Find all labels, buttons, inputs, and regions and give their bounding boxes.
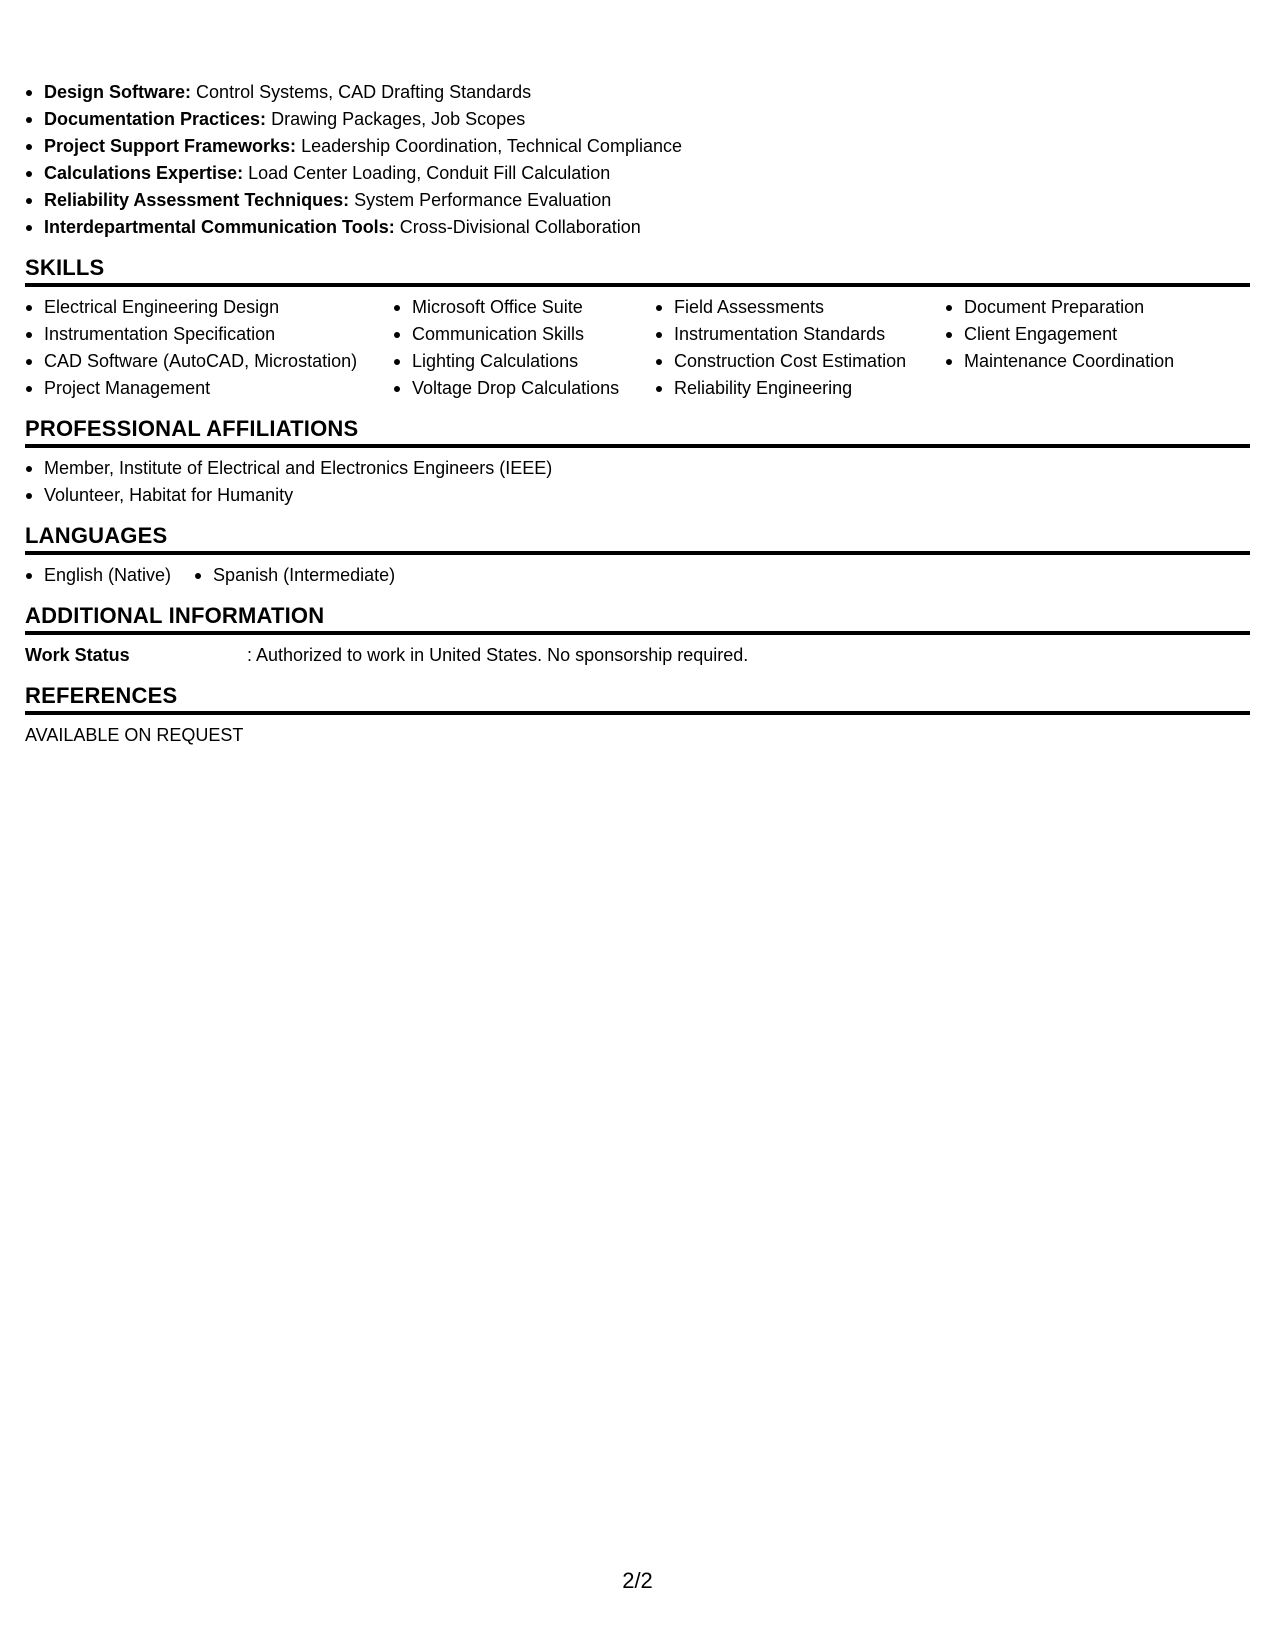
skills-column — [393, 294, 655, 402]
additional-info-section — [25, 603, 1250, 669]
skill-item: Reliability Engineering — [655, 375, 945, 402]
work-status-row — [25, 642, 1250, 669]
skill-item: Project Management — [25, 375, 393, 402]
skill-item: Maintenance Coordination — [945, 348, 1245, 375]
skills-heading: SKILLS — [25, 255, 1250, 287]
competency-item — [25, 187, 1250, 214]
competency-item — [25, 79, 1250, 106]
competency-value: Load Center Loading, Conduit Fill Calculation — [248, 163, 611, 183]
affiliation-item: Volunteer, Habitat for Humanity — [25, 482, 1250, 509]
skill-item: Electrical Engineering Design — [25, 294, 393, 321]
skill-item: Construction Cost Estimation — [655, 348, 945, 375]
page-number: 2/2 — [622, 1568, 653, 1593]
skill-item: Microsoft Office Suite — [393, 294, 655, 321]
skill-item: Lighting Calculations — [393, 348, 655, 375]
competency-label: Design Software: — [44, 82, 192, 102]
skills-column — [25, 294, 393, 402]
competency-label: Documentation Practices: — [44, 109, 267, 129]
references-section — [25, 683, 1250, 749]
resume-page — [25, 79, 1250, 749]
skill-item: CAD Software (AutoCAD, Microstation) — [25, 348, 393, 375]
competency-value: Leadership Coordination, Technical Compliance — [301, 136, 682, 156]
affiliation-item: Member, Institute of Electrical and Electronics Engineers (IEEE) — [25, 455, 1250, 482]
competency-value: Control Systems, CAD Drafting Standards — [196, 82, 532, 102]
competency-label: Interdepartmental Communication Tools: — [44, 217, 395, 237]
competencies-list — [25, 79, 1250, 241]
competency-item — [25, 106, 1250, 133]
competency-label: Project Support Frameworks: — [44, 136, 297, 156]
references-heading: REFERENCES — [25, 683, 1250, 715]
competency-item — [25, 160, 1250, 187]
references-text: AVAILABLE ON REQUEST — [25, 725, 244, 745]
skill-item: Client Engagement — [945, 321, 1245, 348]
skills-section — [25, 255, 1250, 402]
competency-item — [25, 214, 1250, 241]
competency-label: Calculations Expertise: — [44, 163, 244, 183]
skills-grid — [25, 294, 1250, 402]
competency-item — [25, 133, 1250, 160]
languages-heading: LANGUAGES — [25, 523, 1250, 555]
skill-item: Field Assessments — [655, 294, 945, 321]
skill-item: Instrumentation Standards — [655, 321, 945, 348]
competency-value: System Performance Evaluation — [354, 190, 612, 210]
skill-item: Communication Skills — [393, 321, 655, 348]
affiliations-section — [25, 416, 1250, 509]
language-item: Spanish (Intermediate) — [194, 562, 395, 589]
languages-section — [25, 523, 1250, 589]
competency-label: Reliability Assessment Techniques: — [44, 190, 350, 210]
work-status-value: : Authorized to work in United States. No sponsorship required. — [247, 645, 749, 665]
work-status-label: Work Status — [25, 645, 130, 665]
skill-item: Document Preparation — [945, 294, 1245, 321]
affiliations-list — [25, 455, 1250, 509]
skill-item: Voltage Drop Calculations — [393, 375, 655, 402]
language-item: English (Native) — [25, 562, 171, 589]
competency-value: Drawing Packages, Job Scopes — [271, 109, 526, 129]
competency-value: Cross-Divisional Collaboration — [399, 217, 641, 237]
skills-column — [655, 294, 945, 402]
skill-item: Instrumentation Specification — [25, 321, 393, 348]
skills-column — [945, 294, 1245, 402]
additional-info-heading: ADDITIONAL INFORMATION — [25, 603, 1250, 635]
affiliations-heading: PROFESSIONAL AFFILIATIONS — [25, 416, 1250, 448]
languages-list — [25, 562, 1250, 589]
